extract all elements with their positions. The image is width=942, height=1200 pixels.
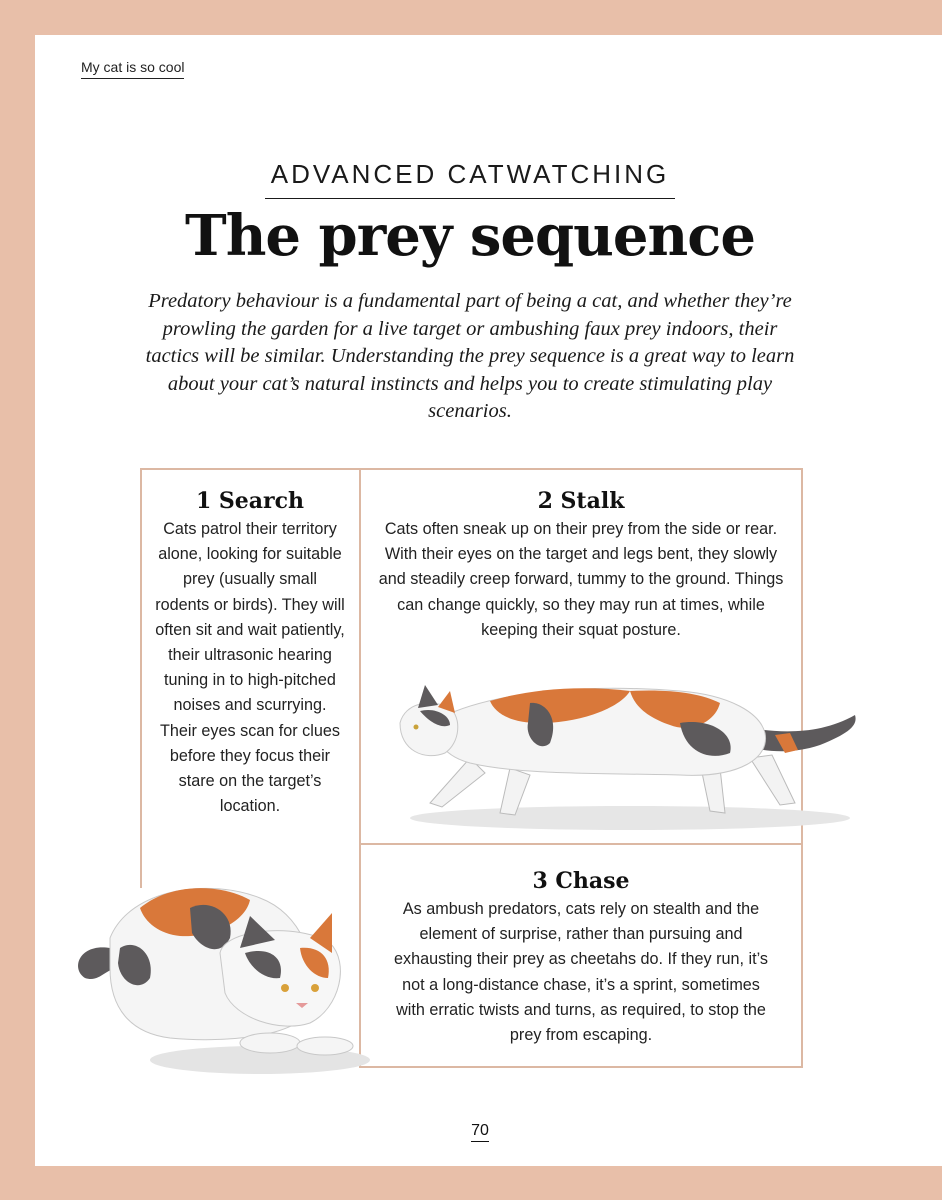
grid-divider-horizontal	[359, 843, 803, 845]
page-title: The prey sequence	[185, 203, 755, 269]
intro-paragraph: Predatory behaviour is a fundamental part of being a cat, and whether they’re prowling the garden for a live target or ambushing faux prey indoors, their tactics will be similar. Understanding the prey sequence is a great way to learn about your cat’s natural instincts and helps you to create stimulating play scenarios.	[145, 290, 795, 422]
step-stalk-title: 2 Stalk	[537, 488, 625, 514]
running-head: My cat is so cool	[81, 59, 184, 79]
grid-top-border	[140, 468, 803, 470]
page-number	[455, 1122, 505, 1140]
step-chase-title: 3 Chase	[532, 868, 630, 894]
step-search-text: Cats patrol their territory alone, looking for suitable prey (usually small rodents or birds). They will often sit and wait patiently, their ultrasonic hearing tuning in to high-pitched noises and scurrying. Their eyes scan for clues before they focus their stare on the target’s location.	[155, 520, 345, 816]
section-kicker: ADVANCED CATWATCHING	[265, 159, 675, 199]
stalking-cat-illustration	[380, 663, 860, 838]
step-search-title: 1 Search	[195, 488, 305, 514]
grid-bottom-border	[359, 1066, 803, 1068]
grid-left-border	[140, 468, 142, 888]
crouching-cat-illustration	[70, 868, 380, 1083]
step-chase-text: As ambush predators, cats rely on stealth and the element of surprise, rather than pursuing and exhausting their prey as cheetahs do. If they run, it’s not a long-distance chase, it’s a sprint, sometimes with erratic twists and turns, as required, to stop the prey from escaping.	[393, 900, 769, 1045]
book-page	[35, 35, 942, 1166]
step-stalk-text: Cats often sneak up on their prey from the side or rear. With their eyes on the target and legs bent, they slowly and steadily creep forward, tummy to the ground. Things can change quickly, so they may run at times, while keeping their squat posture.	[378, 520, 784, 639]
page-number-text: 70	[471, 1122, 489, 1142]
